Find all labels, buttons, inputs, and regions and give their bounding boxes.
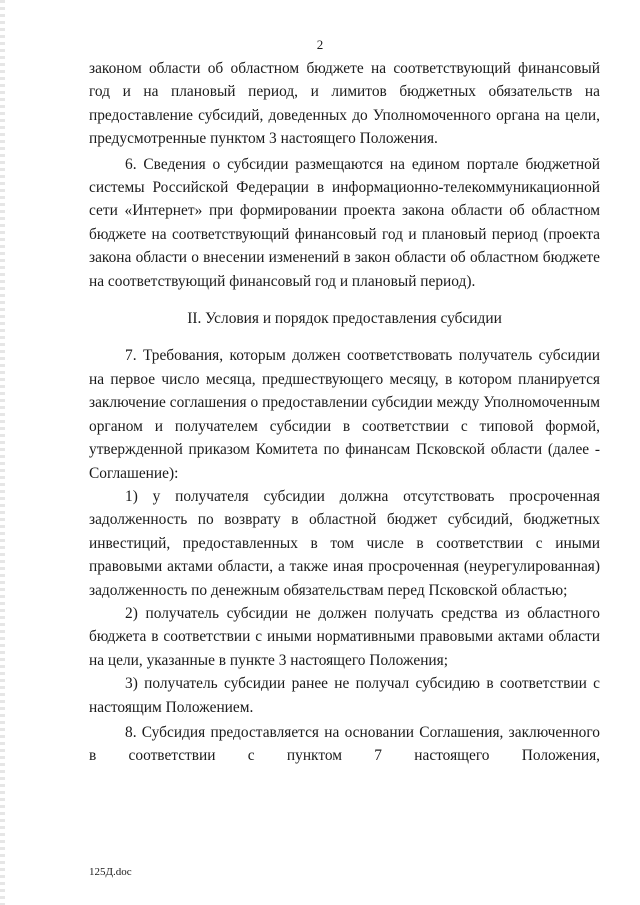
paragraph-8: 8. Субсидия предоставляется на основании Соглашения, заключенного в соответствии с пунктом 7 настоящего Положения,	[89, 723, 600, 765]
paragraph-continuation: законом области об областном бюджете на соответствующий финансовый год и на плановый период, и лимитов бюджетных обязательств на предоставление субсидий, доведенных до Уполномоченного органа на цели, предусмотренные пунктом 3 настоящего Положения.	[89, 60, 600, 148]
paragraph-7: 7. Требования, которым должен соответствовать получатель субсидии на первое число месяца, предшествующего месяцу, в котором планируется заключение соглашения о предоставлении субсидии между Уполномоченным органом и получателем субсидии в соответствии с типовой формой, утвержденной приказом Комитета по финансам Псковской области (далее - Соглашение):	[89, 347, 600, 482]
scan-edge	[0, 0, 5, 905]
paragraph-7-3: 3) получатель субсидии ранее не получал субсидию в соответствии с настоящим Положением.	[89, 675, 600, 716]
section-heading: II. Условия и порядок предоставления субсидии	[187, 310, 502, 328]
paragraph-7-2: 2) получатель субсидии не должен получать средства из областного бюджета в соответствии с иными нормативными правовыми актами области на цели, указанные в пункте 3 настоящего Положения;	[89, 604, 600, 669]
paragraph-7-1: 1) у получателя субсидии должна отсутствовать просроченная задолженность по возврату в областной бюджет субсидий, бюджетных инвестиций, предоставленных в том числе в соответствии с иными правовыми актами области, а также иная просроченная (неурегулированная) задолженность по денежным обязательствам перед Псковской областью;	[89, 487, 600, 599]
document-body	[89, 57, 600, 768]
paragraph-6: 6. Сведения о субсидии размещаются на едином портале бюджетной системы Российской Федерации в информационно-телекоммуникационной сети «Интернет» при формировании проекта закона области об областном бюджете на соответствующий финансовый год и плановый период (проекта закона области о внесении изменений в закон области об областном бюджете на соответствующий финансовый год и плановый период).	[89, 155, 600, 290]
footer-filename: 125Д.doc	[89, 866, 132, 878]
page-number: 2	[316, 37, 324, 52]
